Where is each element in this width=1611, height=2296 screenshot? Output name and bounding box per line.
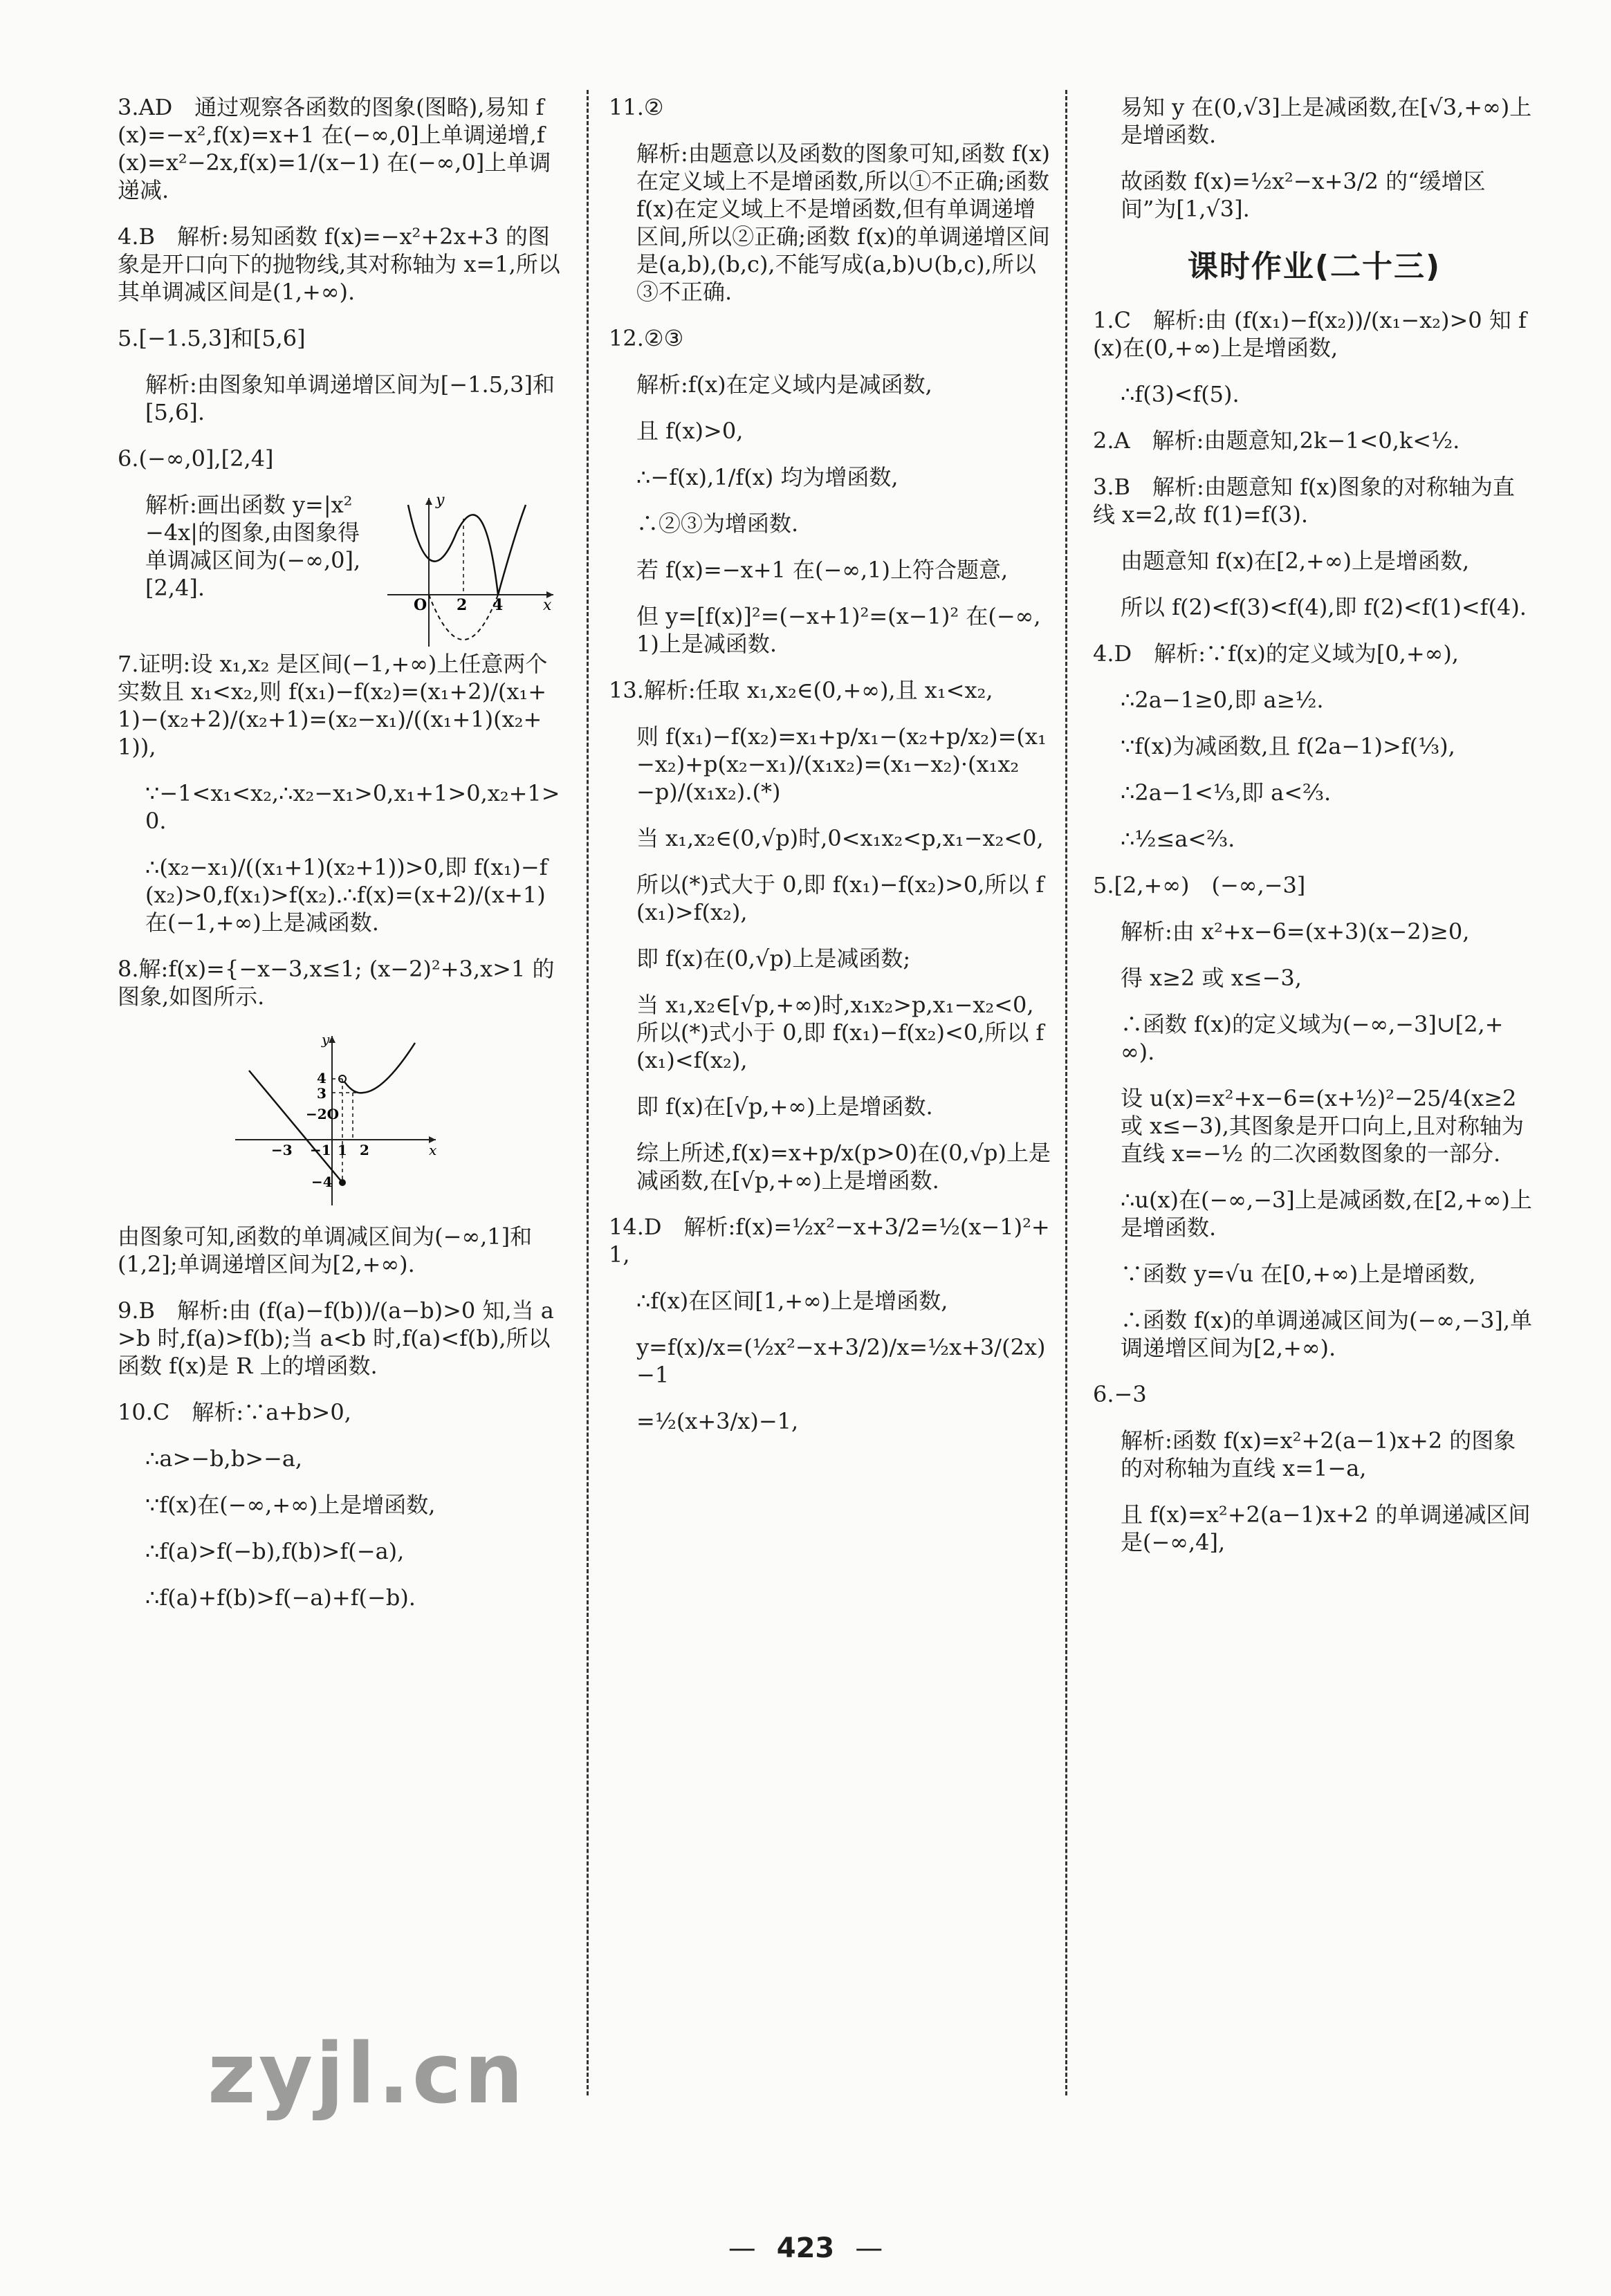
answer-14-conclusion: 故函数 f(x)=½x²−x+3/2 的“缓增区间”为[1,√3]. [1121,168,1486,222]
answer-10-step-2: ∵f(x)在(−∞,+∞)上是增函数, [145,1492,436,1518]
answer-8: 8.解:f(x)={−x−3,x≤1; (x−2)²+3,x>1 的图象,如图所示. [118,956,555,1010]
answer-14-step-3: =½(x+3/x)−1, [636,1408,799,1434]
answer-9: 9.B 解析:由 (f(a)−f(b))/(a−b)>0 知,当 a>b 时,f(a)>f(b);当 a<b 时,f(a)<f(b),所以函数 f(x)是 R 上的增函数. [118,1297,554,1379]
fig8-tick-3: 3 [317,1085,326,1102]
watermark: zyjl.cn [208,2026,526,2122]
fig8-tick-neg3: −3 [271,1142,293,1158]
hw-answer-3-step-1: 由题意知 f(x)在[2,+∞)上是增函数, [1121,548,1470,574]
answer-13-step-2: 当 x₁,x₂∈(0,√p)时,0<x₁x₂<p,x₁−x₂<0, [636,825,1044,851]
hw-answer-4: 4.D 解析:∵f(x)的定义域为[0,+∞), [1093,640,1459,667]
hw-answer-3-step-2: 所以 f(2)<f(3)<f(4),即 f(2)<f(1)<f(4). [1121,594,1527,620]
answer-5: 5.[−1.5,3]和[5,6] [118,325,306,351]
answer-14: 14.D 解析:f(x)=½x²−x+3/2=½(x−1)²+1, [609,1214,1050,1268]
fig8-tick-neg4: −4 [311,1174,333,1190]
fig6-tick-2: 2 [457,596,468,614]
answer-5-explanation: 解析:由图象知单调递增区间为[−1.5,3]和[5,6]. [145,371,555,425]
hw-answer-5-step-1: 解析:由 x²+x−6=(x+3)(x−2)≥0, [1121,918,1470,945]
answer-6-explanation: 解析:画出函数 y=|x²−4x|的图象,由图象得单调减区间为(−∞,0],[2,4]. [145,492,361,601]
page-number: 423 [776,2232,835,2264]
answer-12: 12.②③ [609,325,684,351]
answer-13-step-1: 则 f(x₁)−f(x₂)=x₁+p/x₁−(x₂+p/x₂)=(x₁−x₂)+p(x₂−x₁)/(x₁x₂)=(x₁−x₂)·(x₁x₂−p)/(x₁x₂).(*) [636,723,1047,805]
answer-7: 7.证明:设 x₁,x₂ 是区间(−1,+∞)上任意两个实数且 x₁<x₂,则 f(x₁)−f(x₂)=(x₁+2)/(x₁+1)−(x₂+2)/(x₂+1)=(x₂−x₁)/((x₁+1)(x₂+1)), [118,651,548,760]
answer-12-step-1: 解析:f(x)在定义域内是减函数, [636,371,932,398]
fig6-origin-label: O [414,596,427,614]
answer-13-step-4: 即 f(x)在(0,√p)上是减函数; [636,945,911,972]
column-3 [1093,93,1536,1575]
hw-answer-6-step-1: 解析:函数 f(x)=x²+2(a−1)x+2 的图象的对称轴为直线 x=1−a, [1121,1427,1516,1481]
hw-answer-6-step-2: 且 f(x)=x²+2(a−1)x+2 的单调递减区间是(−∞,4], [1121,1501,1531,1555]
answer-13-step-6: 即 f(x)在[√p,+∞)上是增函数. [636,1093,933,1120]
fig6-tick-4: 4 [492,596,504,614]
answer-11: 11.② [609,94,664,120]
answer-8-conclusion: 由图象可知,函数的单调减区间为(−∞,1]和(1,2];单调递增区间为[2,+∞). [118,1223,533,1277]
answer-12-step-3: ∴−f(x),1/f(x) 均为增函数, [636,464,899,490]
fig8-tick-2: 2 [360,1142,369,1158]
answer-12-step-6: 但 y=[f(x)]²=(−x+1)²=(x−1)² 在(−∞,1)上是减函数. [636,603,1041,657]
fig8-tick-neg2-origin: −2O [306,1106,340,1122]
hw-answer-5-step-2: 得 x≥2 或 x≤−3, [1121,965,1302,991]
fig8-tick-neg1: −1 [310,1142,331,1158]
fig6-x-label: x [543,597,552,614]
hw-answer-1-conclusion: ∴f(3)<f(5). [1121,381,1240,407]
hw-answer-5-step-3: ∴函数 f(x)的定义域为(−∞,−3]∪[2,+∞). [1121,1011,1504,1065]
answer-10-step-4: ∴f(a)+f(b)>f(−a)+f(−b). [145,1584,416,1611]
answer-3: 3.AD 通过观察各函数的图象(图略),易知 f(x)=−x²,f(x)=x+1 在(−∞,0]上单调递增,f(x)=x²−2x,f(x)=1/(x−1) 在(−∞,0]上单调递减. [118,94,551,203]
column-divider [1065,90,1067,2095]
hw-answer-3: 3.B 解析:由题意知 f(x)图象的对称轴为直线 x=2,故 f(1)=f(3). [1093,474,1515,528]
hw-answer-4-step-2: ∵f(x)为减函数,且 f(2a−1)>f(⅓), [1121,733,1455,759]
fig8-x-label: x [429,1142,437,1158]
answer-13-step-3: 所以(*)式大于 0,即 f(x₁)−f(x₂)>0,所以 f(x₁)>f(x₂), [636,871,1044,925]
answer-10-step-3: ∴f(a)>f(−b),f(b)>f(−a), [145,1538,405,1564]
answer-14-step-1: ∴f(x)在区间[1,+∞)上是增函数, [636,1288,948,1314]
column-1 [118,93,560,1630]
answer-12-step-5: 若 f(x)=−x+1 在(−∞,1)上符合题意, [636,557,1009,583]
graph-abs-quadratic [380,491,560,650]
answer-4: 4.B 解析:易知函数 f(x)=−x²+2x+3 的图象是开口向下的抛物线,其对称轴为 x=1,所以其单调减区间是(1,+∞). [118,223,560,305]
hw-answer-4-step-1: ∴2a−1≥0,即 a≥½. [1121,687,1324,713]
answer-12-step-4: ∴②③为增函数. [636,510,799,537]
hw-answer-5-step-4: 设 u(x)=x²+x−6=(x+½)²−25/4(x≥2 或 x≤−3),其图象是开口向上,且对称轴为直线 x=−½ 的二次函数图象的一部分. [1121,1085,1525,1167]
hw-answer-5-conclusion: ∴函数 f(x)的单调递减区间为(−∞,−3],单调递增区间为[2,+∞). [1121,1307,1532,1361]
section-heading: 课时作业(二十三) [1187,249,1442,284]
fig6-y-label: y [436,492,445,509]
hw-answer-1: 1.C 解析:由 (f(x₁)−f(x₂))/(x₁−x₂)>0 知 f(x)在(0,+∞)上是增函数, [1093,307,1527,361]
column-2 [609,93,1051,1454]
fig8-tick-4: 4 [317,1070,326,1086]
hw-answer-4-step-3: ∴2a−1<⅓,即 a<⅔. [1121,779,1332,806]
answer-7-step: ∵−1<x₁<x₂,∴x₂−x₁>0,x₁+1>0,x₂+1>0. [145,780,560,834]
answer-7-conclusion: ∴(x₂−x₁)/((x₁+1)(x₂+1))>0,即 f(x₁)−f(x₂)>0,f(x₁)>f(x₂).∴f(x)=(x+2)/(x+1) 在(−1,+∞)上是减函数. [145,854,548,936]
answer-13-conclusion: 综上所述,f(x)=x+p/x(p>0)在(0,√p)上是减函数,在[√p,+∞)上是增函数. [636,1140,1051,1194]
answer-13: 13.解析:任取 x₁,x₂∈(0,+∞),且 x₁<x₂, [609,677,993,703]
hw-answer-5-step-6: ∵函数 y=√u 在[0,+∞)上是增函数, [1121,1261,1476,1287]
answer-11-explanation: 解析:由题意以及函数的图象可知,函数 f(x)在定义域上不是增函数,所以①不正确;函数 f(x)在定义域上不是增函数,但有单调递增区间,所以②正确;函数 f(x)的单调递增区间是(a,b),(b,c),不能写成(a,b)∪(b,c),所以③不正确. [636,140,1050,305]
hw-answer-2: 2.A 解析:由题意知,2k−1<0,k<½. [1093,427,1460,454]
hw-answer-4-conclusion: ∴½≤a<⅔. [1121,826,1235,852]
answer-13-step-5: 当 x₁,x₂∈[√p,+∞)时,x₁x₂>p,x₁−x₂<0,所以(*)式小于 0,即 f(x₁)−f(x₂)<0,所以 f(x₁)<f(x₂), [636,992,1044,1073]
hw-answer-5-step-5: ∴u(x)在(−∞,−3]上是减函数,在[2,+∞)上是增函数. [1121,1187,1532,1241]
answer-14-continued: 易知 y 在(0,√3]上是减函数,在[√3,+∞)上是增函数. [1121,94,1532,148]
hw-answer-5: 5.[2,+∞) (−∞,−3] [1093,872,1306,898]
answer-10-step-1: ∴a>−b,b>−a, [145,1445,303,1472]
fig8-y-label: y [322,1031,330,1048]
column-divider [587,90,589,2095]
answer-14-step-2: y=f(x)/x=(½x²−x+3/2)/x=½x+3/(2x)−1 [636,1334,1046,1388]
page-footer: — 423 — [728,2232,883,2264]
fig8-tick-1: 1 [338,1142,347,1158]
answer-12-step-2: 且 f(x)>0, [636,418,744,444]
graph-piecewise [228,1029,450,1209]
answer-6: 6.(−∞,0],[2,4] [118,445,274,472]
answer-10: 10.C 解析:∵a+b>0, [118,1399,351,1425]
hw-answer-6: 6.−3 [1093,1381,1147,1407]
